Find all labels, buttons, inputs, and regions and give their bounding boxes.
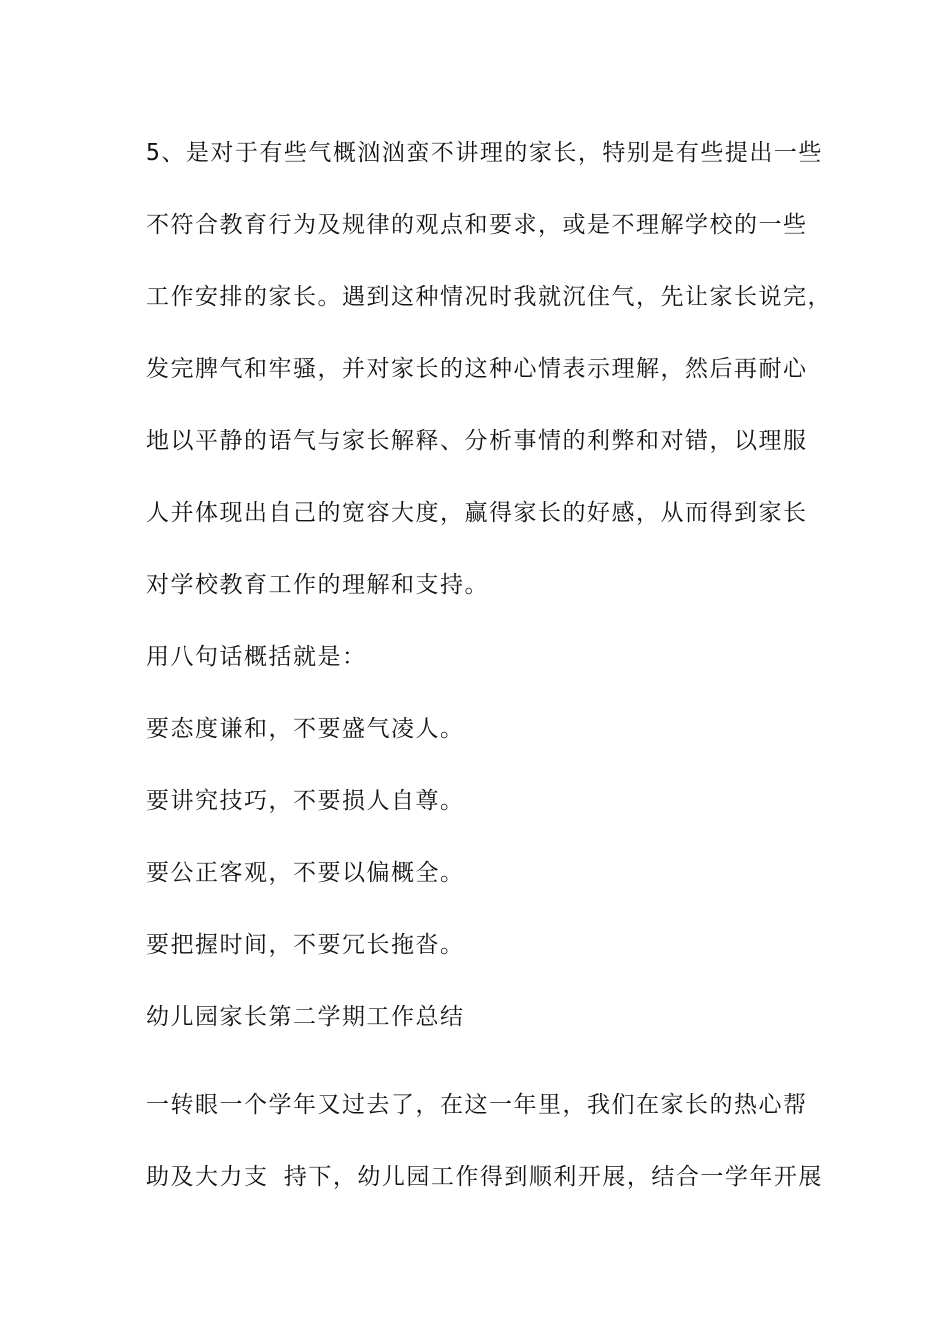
principle-item: 要公正客观，不要以偏概全。 <box>146 860 465 886</box>
paragraph-line: 地以平静的语气与家长解释、分析事情的利弊和对错，以理服 <box>146 428 808 454</box>
principle-item: 要态度谦和，不要盛气凌人。 <box>146 716 465 742</box>
paragraph-line: 工作安排的家长。遇到这种情况时我就沉住气，先让家长说完， <box>146 284 832 310</box>
principle-item: 要把握时间，不要冗长拖沓。 <box>146 932 465 958</box>
paragraph-line: 人并体现出自己的宽容大度，赢得家长的好感，从而得到家长 <box>146 500 808 526</box>
paragraph-line: 一转眼一个学年又过去了，在这一年里，我们在家长的热心帮 <box>146 1092 808 1118</box>
summary-intro: 用八句话概括就是： <box>146 644 367 670</box>
paragraph-line: 发完脾气和牢骚，并对家长的这种心情表示理解，然后再耐心 <box>146 356 808 382</box>
paragraph-line: 助及大力支 持下，幼儿园工作得到顺利开展，结合一学年开展 <box>146 1164 823 1190</box>
paragraph-line: 不符合教育行为及规律的观点和要求，或是不理解学校的一些 <box>146 212 808 238</box>
paragraph-line: 对学校教育工作的理解和支持。 <box>146 572 489 598</box>
section-title: 幼儿园家长第二学期工作总结 <box>146 1004 465 1030</box>
paragraph-line: 5、是对于有些气概汹汹蛮不讲理的家长，特别是有些提出一些 <box>146 140 823 166</box>
principle-item: 要讲究技巧，不要损人自尊。 <box>146 788 465 814</box>
